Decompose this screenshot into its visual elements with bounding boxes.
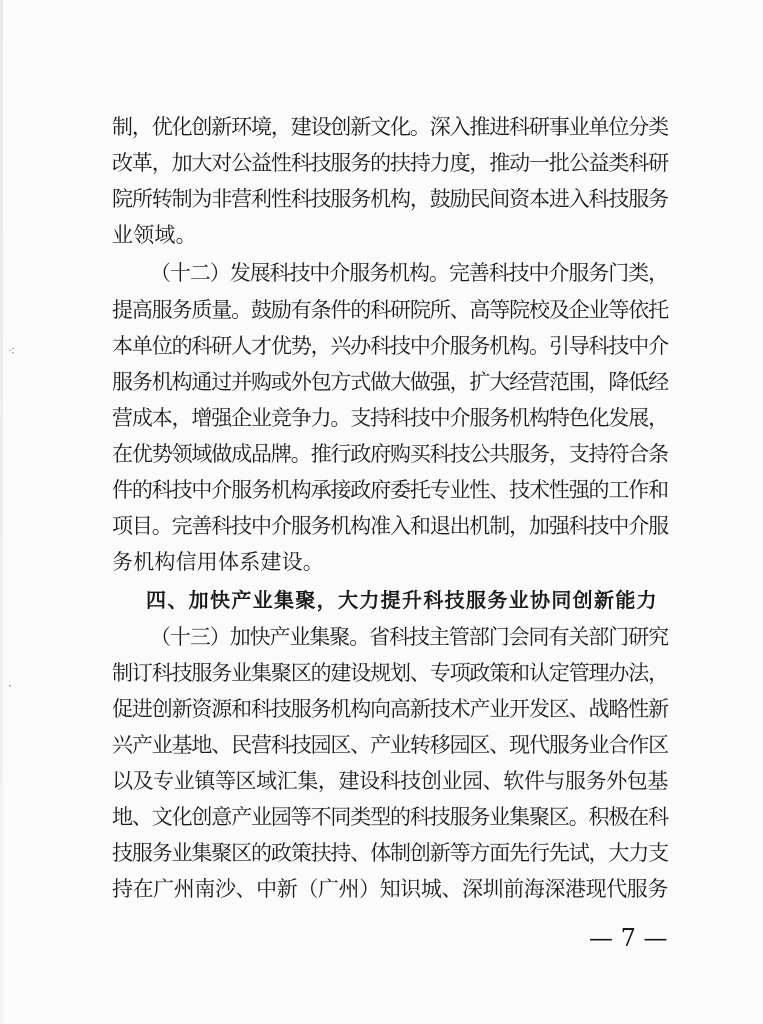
text-line: 业领域。 (112, 223, 197, 247)
scan-speck: · (8, 679, 12, 693)
page-number: — 7 — (589, 924, 668, 952)
text-line: 促进创新资源和科技服务机构向高新技术产业开发区、战略性新 (112, 697, 668, 721)
text-line: （十二）发展科技中介服务机构。完善科技中介服务门类， (150, 261, 668, 285)
text-line: 提高服务质量。鼓励有条件的科研院所、高等院校及企业等依托 (112, 298, 668, 322)
text-line: 项目。完善科技中介服务机构准入和退出机制，加强科技中介服 (112, 514, 668, 538)
text-line: 兴产业基地、民营科技园区、产业转移园区、现代服务业合作区 (112, 733, 668, 757)
text-line: 技服务业集聚区的政策扶持、体制创新等方面先行先试，大力支 (112, 841, 668, 865)
text-line: 院所转制为非营利性科技服务机构，鼓励民间资本进入科技服务 (112, 187, 668, 211)
text-line: 本单位的科研人才优势，兴办科技中介服务机构。引导科技中介 (112, 334, 668, 358)
text-line: 服务机构通过并购或外包方式做大做强，扩大经营范围，降低经 (112, 370, 668, 394)
text-line: 持在广州南沙、中新（广州）知识城、深圳前海深港现代服务 (112, 877, 668, 901)
text-line: 制，优化创新环境，建设创新文化。深入推进科研事业单位分类 (112, 115, 668, 139)
text-line: 以及专业镇等区域汇集，建设科技创业园、软件与服务外包基 (112, 769, 668, 793)
text-line: 改革，加大对公益性科技服务的扶持力度，推动一批公益类科研 (112, 151, 668, 175)
text-line: （十三）加快产业集聚。省科技主管部门会同有关部门研究 (150, 625, 668, 649)
text-line: 营成本，增强企业竞争力。支持科技中介服务机构特色化发展， (112, 406, 668, 430)
scan-speck: ⁖ (8, 344, 16, 358)
text-line: 制订科技服务业集聚区的建设规划、专项政策和认定管理办法， (112, 661, 668, 685)
text-line: 地、文化创意产业园等不同类型的科技服务业集聚区。积极在科 (112, 805, 668, 829)
text-line: 在优势领域做成品牌。推行政府购买科技公共服务，支持符合条 (112, 442, 668, 466)
text-line: 务机构信用体系建设。 (112, 550, 324, 574)
text-line: 件的科技中介服务机构承接政府委托专业性、技术性强的工作和 (112, 478, 668, 502)
section-heading: 四、加快产业集聚，大力提升科技服务业协同创新能力 (146, 588, 658, 612)
